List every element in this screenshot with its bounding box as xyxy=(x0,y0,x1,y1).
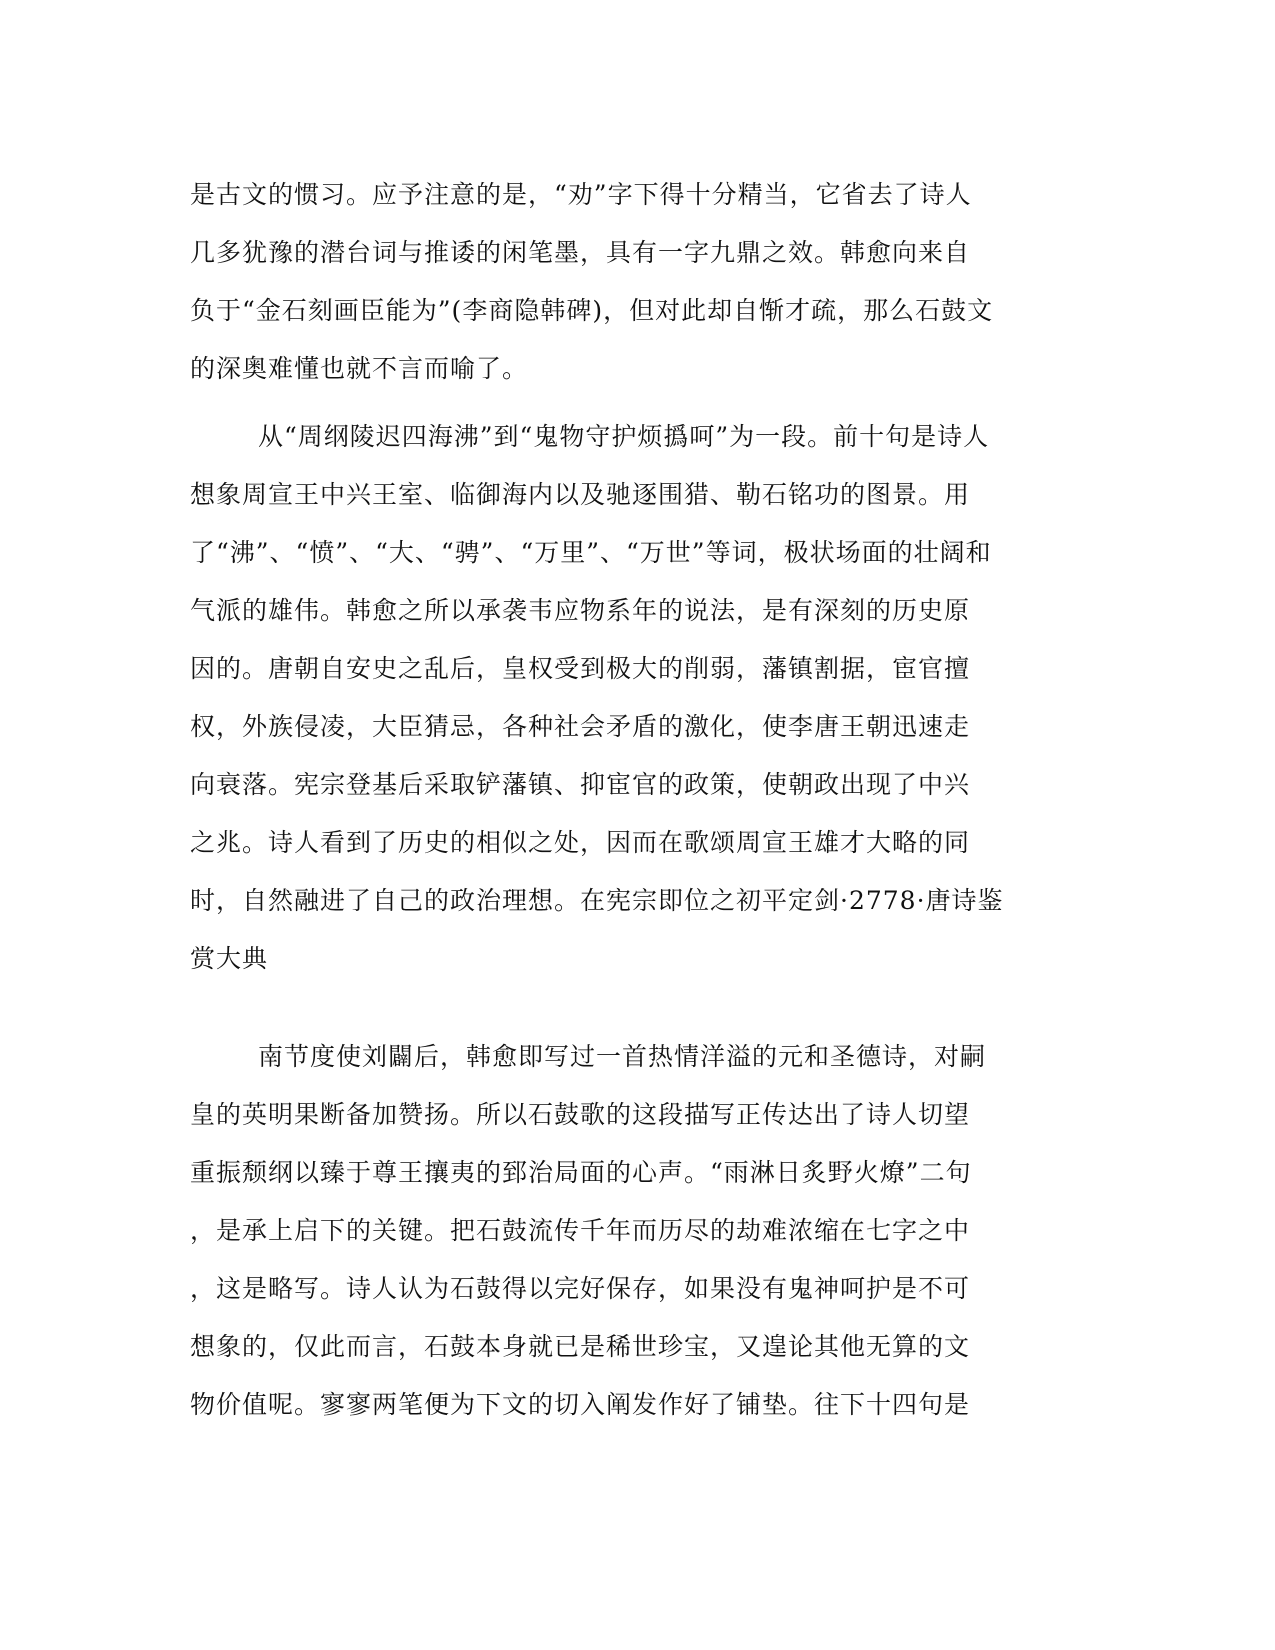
paragraph-line: 从“周纲陵迟四海沸”到“鬼物守护烦撝呵”为一段。前十句是诗人 xyxy=(258,422,990,451)
paragraph-line: 想象的，仅此而言，石鼓本身就已是稀世珍宝，又遑论其他无算的文 xyxy=(190,1332,971,1361)
paragraph-line: 负于“金石刻画臣能为”(李商隐韩碑)，但对此却自惭才疏，那么石鼓文 xyxy=(190,296,994,325)
paragraph-line: 了“沸”、“愤”、“大、“骋”、“万里”、“万世”等词，极状场面的壮阔和 xyxy=(190,538,992,567)
paragraph-line: 向衰落。宪宗登基后采取铲藩镇、抑宦官的政策，使朝政出现了中兴 xyxy=(190,770,971,799)
paragraph-line: 之兆。诗人看到了历史的相似之处，因而在歌颂周宣王雄才大略的同 xyxy=(190,828,971,857)
paragraph-line: 的深奥难懂也就不言而喻了。 xyxy=(190,354,529,383)
paragraph-line: 因的。唐朝自安史之乱后，皇权受到极大的削弱，藩镇割据，宦官擅 xyxy=(190,654,971,683)
paragraph-line: 想象周宣王中兴王室、临御海内以及驰逐围猎、勒石铭功的图景。用 xyxy=(190,480,971,509)
paragraph-line: ，这是略写。诗人认为石鼓得以完好保存，如果没有鬼神呵护是不可 xyxy=(190,1274,971,1303)
paragraph-line: 是古文的惯习。应予注意的是，“劝”字下得十分精当，它省去了诗人 xyxy=(190,180,972,209)
paragraph-line: 时，自然融进了自己的政治理想。在宪宗即位之初平定剑·2778·唐诗鉴 xyxy=(190,886,1004,915)
paragraph-line: 物价值呢。寥寥两笔便为下文的切入阐发作好了铺垫。往下十四句是 xyxy=(190,1390,971,1419)
paragraph-1 xyxy=(190,166,1090,398)
paragraph-3 xyxy=(190,1028,1090,1434)
paragraph-line: 赏大典 xyxy=(190,944,269,973)
paragraph-line: ，是承上启下的关键。把石鼓流传千年而历尽的劫难浓缩在七字之中 xyxy=(190,1216,971,1245)
paragraph-line: 气派的雄伟。韩愈之所以承袭韦应物系年的说法，是有深刻的历史原 xyxy=(190,596,971,625)
paragraph-2 xyxy=(190,408,1090,988)
paragraph-line: 几多犹豫的潜台词与推诿的闲笔墨，具有一字九鼎之效。韩愈向来自 xyxy=(190,238,971,267)
paragraph-line: 皇的英明果断备加赞扬。所以石鼓歌的这段描写正传达出了诗人切望 xyxy=(190,1100,971,1129)
paragraph-line: 重振颓纲以臻于尊王攘夷的郅治局面的心声。“雨淋日炙野火燎”二句 xyxy=(190,1158,972,1187)
paragraph-line: 南节度使刘闢后，韩愈即写过一首热情洋溢的元和圣德诗，对嗣 xyxy=(258,1042,987,1071)
paragraph-line: 权，外族侵凌，大臣猜忌，各种社会矛盾的激化，使李唐王朝迅速走 xyxy=(190,712,971,741)
